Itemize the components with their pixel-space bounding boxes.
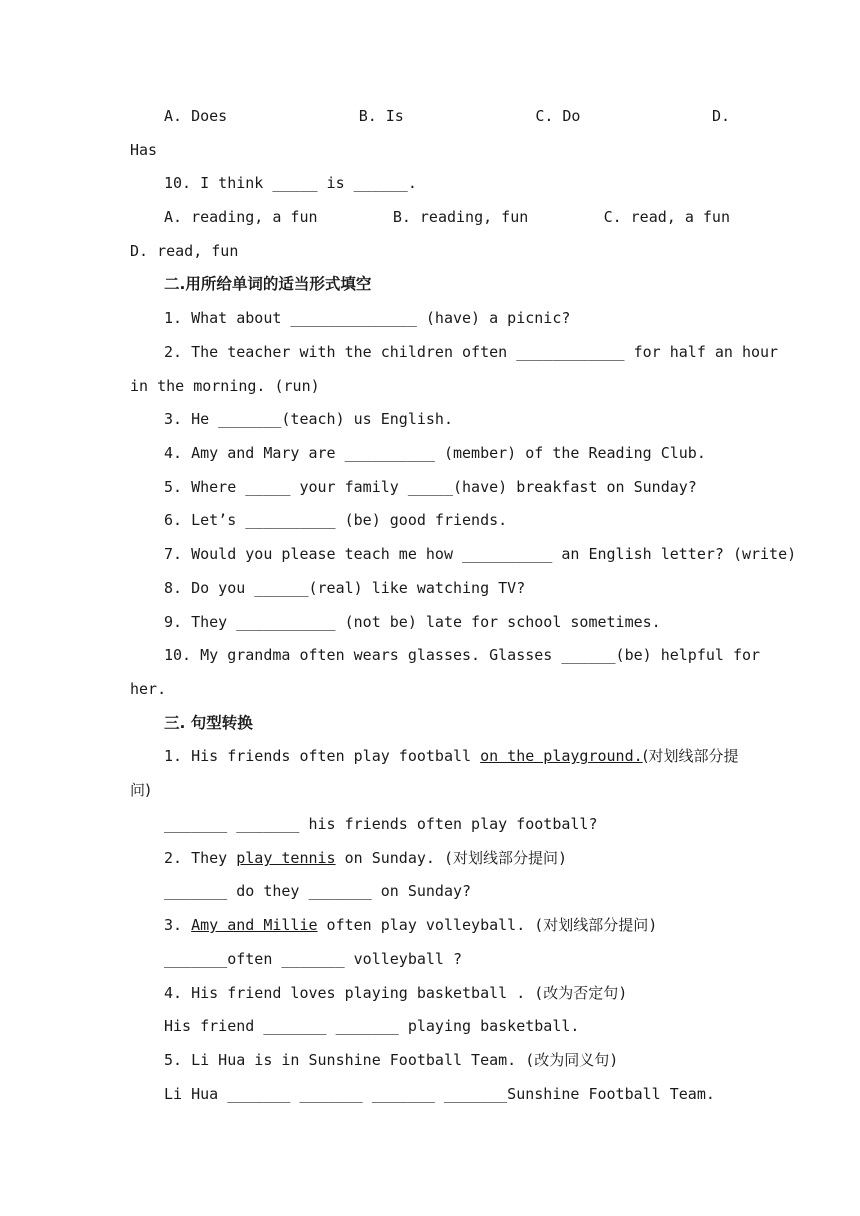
s3-q4: 4. His friend loves playing basketball . (改为否定句): [164, 984, 628, 1002]
option-c: C. Do: [535, 107, 581, 125]
option-b: B. Is: [358, 107, 404, 125]
s3-q2-answer: _______ do they _______ on Sunday?: [164, 882, 472, 900]
s2-item: 5. Where _____ your family _____(have) breakfast on Sunday?: [164, 478, 697, 496]
q3-instruction: often play volleyball. (对划线部分提问): [317, 916, 658, 934]
q2-instruction: on Sunday. (对划线部分提问): [335, 849, 568, 867]
s3-q1-wrap: 问): [130, 781, 151, 799]
q2-prefix: 2. They: [164, 849, 237, 867]
q1-prefix: 1. His friends often play football: [164, 747, 481, 765]
s3-q1-answer: _______ _______ his friends often play football?: [164, 815, 598, 833]
option-a: A. reading, a fun: [164, 208, 318, 226]
s3-q1: [164, 744, 739, 768]
q3-underlined: Amy and Millie: [191, 916, 318, 934]
s2-item: 2. The teacher with the children often ____________ for half an hour: [164, 343, 779, 361]
s2-item: 3. He _______(teach) us English.: [164, 410, 453, 428]
s2-item: 6. Let’s __________ (be) good friends.: [164, 511, 508, 529]
mc-q9-wrap: Has: [130, 141, 158, 159]
mc-q10-wrap: D. read, fun: [130, 242, 239, 260]
s2-item: 8. Do you ______(real) like watching TV?: [164, 579, 526, 597]
s3-q4-answer: His friend _______ _______ playing basketball.: [164, 1017, 580, 1035]
s2-item: 10. My grandma often wears glasses. Glasses ______(be) helpful for: [164, 646, 761, 664]
s3-q5-answer: Li Hua _______ _______ _______ _______Sunshine Football Team.: [164, 1085, 715, 1103]
option-d: D.: [711, 107, 730, 125]
q1-instruction: (对划线部分提: [642, 747, 739, 765]
s3-q5: 5. Li Hua is in Sunshine Football Team. (改为同义句): [164, 1051, 619, 1069]
s2-item: 1. What about ______________ (have) a picnic?: [164, 309, 571, 327]
q3-prefix: 3.: [164, 916, 192, 934]
q2-underlined: play tennis: [236, 849, 336, 867]
s3-q3: [164, 913, 730, 937]
section-2-title: 二.用所给单词的适当形式填空: [164, 275, 372, 293]
s2-item-wrap: in the morning. (run): [130, 377, 320, 395]
s3-q2: [164, 846, 730, 870]
mc-q9-options: [164, 104, 730, 128]
mc-q10-options: [164, 205, 730, 229]
s2-item: 9. They ___________ (not be) late for school sometimes.: [164, 613, 661, 631]
option-a: A. Does: [164, 107, 228, 125]
q1-underlined: on the playground.: [480, 747, 643, 765]
s3-q3-answer: _______often _______ volleyball ?: [164, 950, 463, 968]
s2-item: 7. Would you please teach me how __________ an English letter? (write): [164, 545, 797, 563]
option-b: B. reading, fun: [392, 208, 529, 226]
section-3-title: 三. 句型转换: [164, 714, 253, 732]
s2-item-wrap: her.: [130, 680, 167, 698]
mc-q10-text: 10. I think _____ is ______.: [164, 174, 417, 192]
s2-item: 4. Amy and Mary are __________ (member) of the Reading Club.: [164, 444, 706, 462]
option-c: C. read, a fun: [603, 208, 730, 226]
